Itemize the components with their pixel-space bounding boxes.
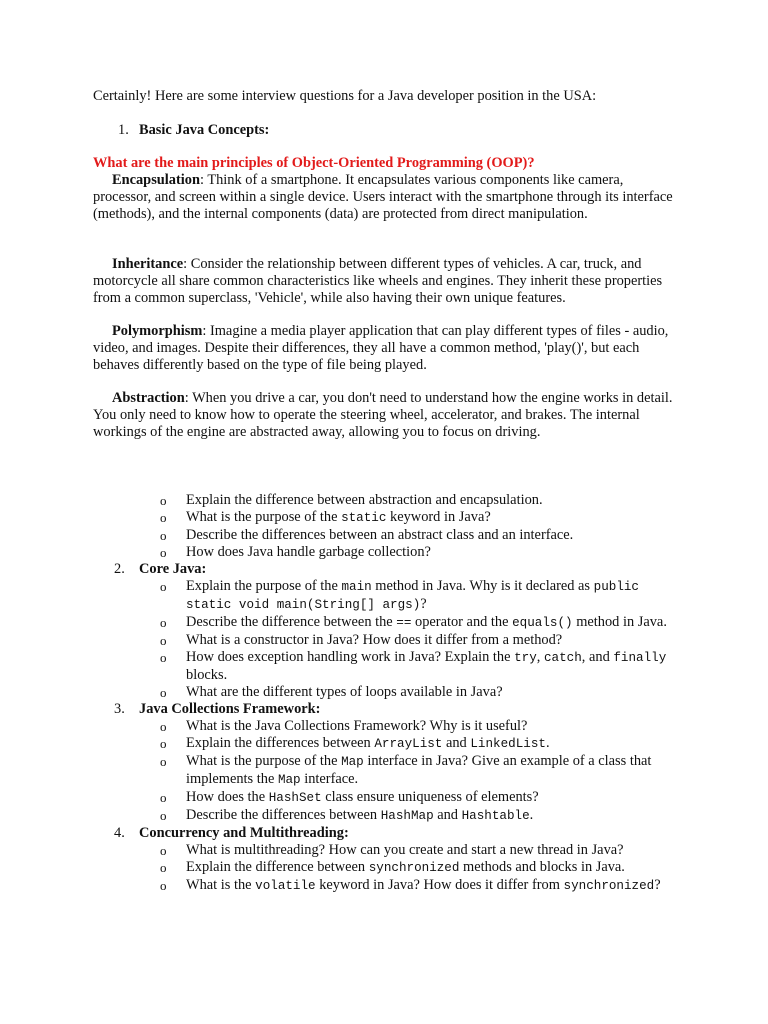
principle-text: : Consider the relationship between different types of vehicles. A car, truck, and motorcycle all share common characteristics like wheels and engines. They inherit these properties from a common superclass, 'Vehicle', while also having their own unique features. [93, 256, 663, 306]
section-3-questions [114, 718, 684, 825]
bullet-icon: o [160, 843, 167, 858]
bullet-icon: o [160, 579, 167, 594]
section-number: 1. [118, 122, 129, 138]
oop-question: What are the main principles of Object-Oriented Programming (OOP)? [93, 155, 535, 171]
list-item: o Explain the difference between abstraction and encapsulation. [160, 492, 543, 508]
inheritance-paragraph [93, 256, 683, 307]
bullet-icon: o [160, 754, 167, 769]
code-snippet: HashMap [380, 809, 434, 823]
code-snippet: ArrayList [374, 737, 443, 751]
code-snippet: synchronized [368, 861, 460, 875]
bullet-icon: o [160, 685, 167, 700]
bullet-icon: o [160, 860, 167, 875]
principle-text: : Think of a smartphone. It encapsulates various components like camera, processor, and screen within a single device. Users interact with the smartphone through its interface (methods), and the internal components (data) are protected from direct manipulation. [93, 172, 673, 222]
section-2-heading: 2. Core Java: [114, 561, 207, 577]
code-snippet: volatile [255, 879, 316, 893]
section-title: Basic Java Concepts: [139, 122, 270, 138]
principle-text: : When you drive a car, you don't need to understand how the engine works in detail. You only need to know how to operate the steering wheel, accelerator, and brakes. The internal workings of the engine are abstracted away, allowing you to focus on driving. [93, 390, 673, 440]
list-item: o What is the volatile keyword in Java? How does it differ from synchronized? [160, 877, 661, 893]
list-item: o What is multithreading? How can you create and start a new thread in Java? [160, 842, 624, 858]
code-snippet: equals() [512, 616, 573, 630]
section-2-questions [114, 578, 684, 701]
section-1-questions [114, 492, 684, 561]
code-snippet: finally [613, 651, 667, 665]
code-snippet: Map [277, 773, 301, 787]
section-4-questions [114, 842, 684, 895]
code-snippet: main [341, 580, 372, 594]
section-1-heading [118, 122, 269, 139]
code-snippet: try [514, 651, 537, 665]
code-snippet: synchronized [563, 879, 655, 893]
code-snippet: HashSet [268, 791, 322, 805]
list-item: o What are the different types of loops available in Java? [160, 684, 503, 700]
principle-text: : Imagine a media player application that can play different types of files - audio, video, and images. Despite their differences, they all have a common method, 'play()', but each behaves differently based on the type of file being played. [93, 323, 669, 373]
list-item: o Describe the differences between an abstract class and an interface. [160, 527, 574, 543]
list-item: o How does Java handle garbage collection? [160, 544, 431, 560]
code-snippet: LinkedList [470, 737, 546, 751]
list-item: o Explain the difference between synchronized methods and blocks in Java. [160, 859, 625, 875]
list-item: o How does the HashSet class ensure uniqueness of elements? [160, 789, 539, 805]
question-list [114, 492, 684, 895]
bullet-icon: o [160, 719, 167, 734]
principle-term: Encapsulation [112, 172, 200, 188]
bullet-icon: o [160, 650, 167, 665]
bullet-icon: o [160, 736, 167, 751]
list-item: o What is a constructor in Java? How does it differ from a method? [160, 632, 563, 648]
list-item: o What is the Java Collections Framework? Why is it useful? [160, 718, 528, 734]
list-item: o What is the purpose of the static keyword in Java? [160, 509, 491, 525]
code-snippet: Map [341, 755, 364, 769]
principle-term: Abstraction [112, 390, 185, 406]
list-item: o Explain the purpose of the main method in Java. Why is it declared as public static void main(String[] args)? [160, 578, 639, 612]
bullet-icon: o [160, 633, 167, 648]
principle-term: Inheritance [112, 256, 184, 272]
code-snippet: Hashtable [461, 809, 530, 823]
bullet-icon: o [160, 790, 167, 805]
bullet-icon: o [160, 545, 167, 560]
section-4-heading: 4. Concurrency and Multithreading: [114, 825, 349, 841]
list-item: o How does exception handling work in Java? Explain the try, catch, and finally blocks. [160, 649, 667, 683]
section-3-heading: 3. Java Collections Framework: [114, 701, 321, 717]
code-snippet: catch [544, 651, 582, 665]
list-item: o Explain the differences between ArrayList and LinkedList. [160, 735, 550, 751]
bullet-icon: o [160, 615, 167, 630]
polymorphism-paragraph [93, 323, 683, 374]
code-snippet: public static void main(String[] args) [186, 580, 639, 612]
bullet-icon: o [160, 510, 167, 525]
abstraction-paragraph [93, 390, 683, 441]
list-item: o Describe the difference between the == operator and the equals() method in Java. [160, 614, 667, 630]
intro-text: Certainly! Here are some interview questions for a Java developer position in the USA: [93, 88, 597, 104]
code-snippet: static [341, 511, 387, 525]
list-item: o Describe the differences between HashMap and Hashtable. [160, 807, 534, 823]
code-snippet: == [396, 616, 412, 630]
bullet-icon: o [160, 493, 167, 508]
encapsulation-paragraph [93, 172, 683, 223]
list-item: o What is the purpose of the Map interface in Java? Give an example of a class that implements the Map interface. [160, 753, 652, 787]
bullet-icon: o [160, 808, 167, 823]
bullet-icon: o [160, 878, 167, 893]
principle-term: Polymorphism [112, 323, 203, 339]
bullet-icon: o [160, 528, 167, 543]
